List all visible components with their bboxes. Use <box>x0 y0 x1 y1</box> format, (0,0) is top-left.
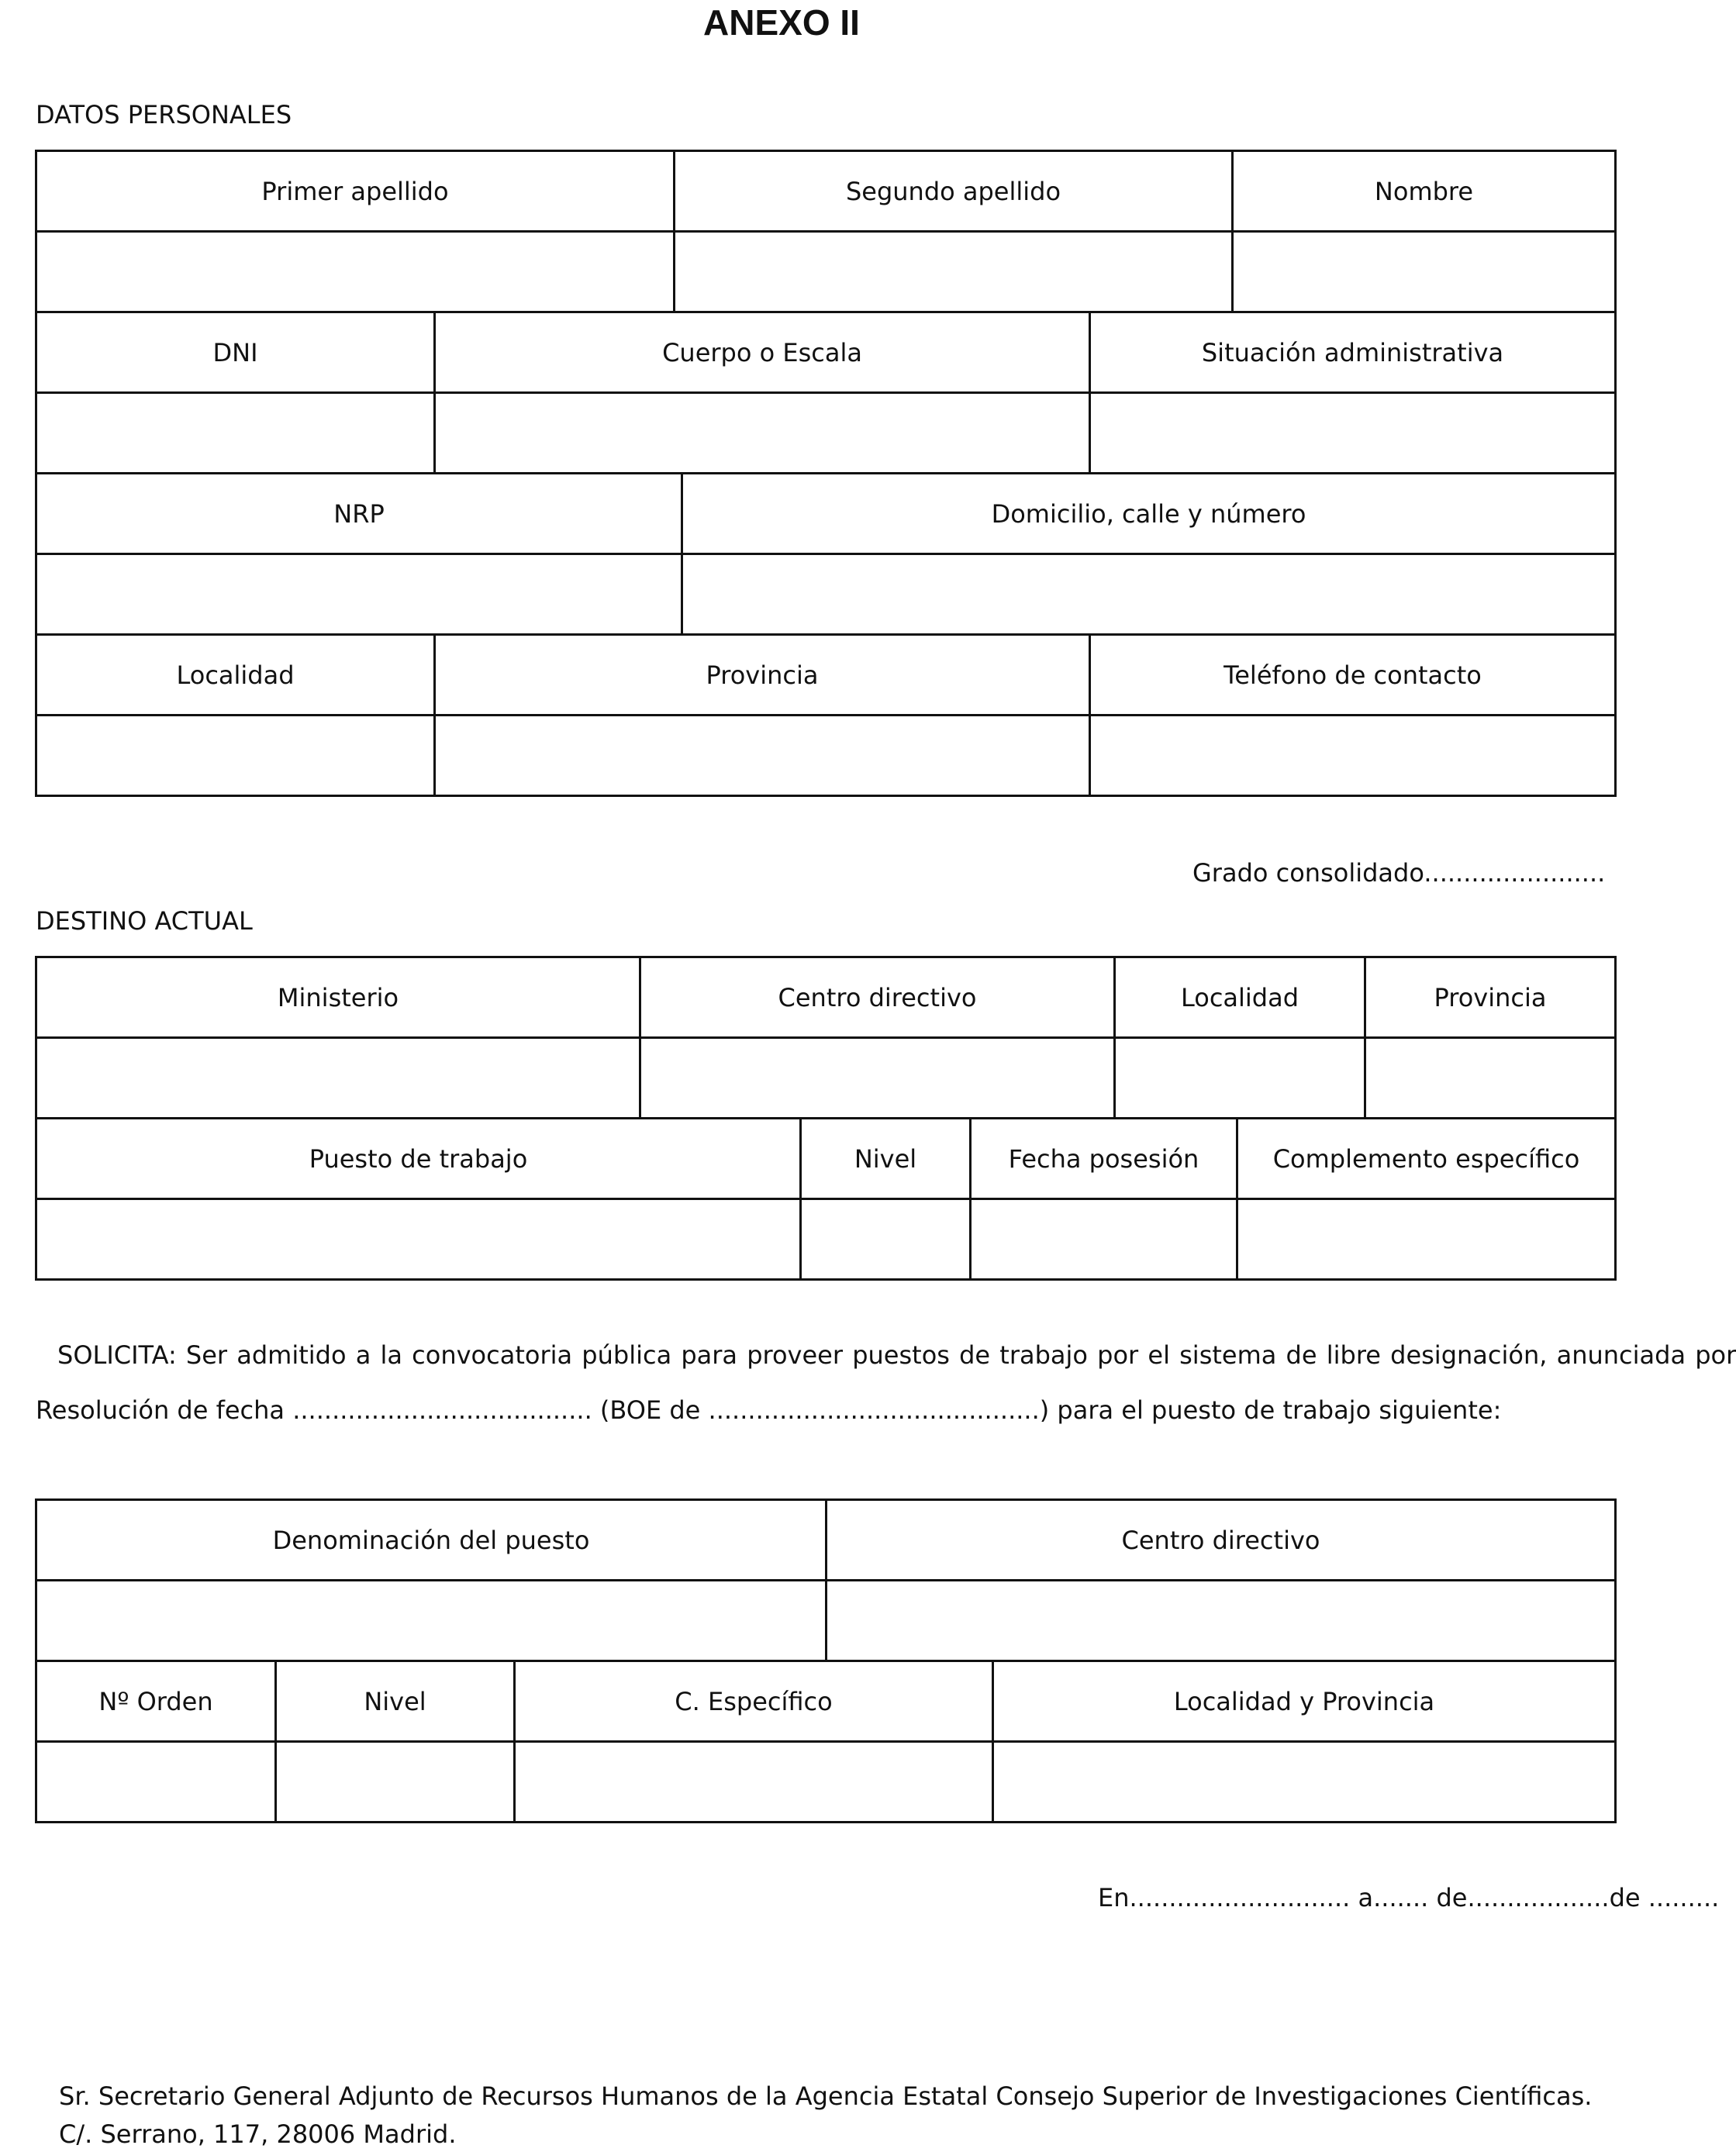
label-c-especifico: C. Específico <box>515 1661 993 1742</box>
page-title: ANEXO II <box>703 2 860 43</box>
field-complemento-especifico[interactable] <box>1237 1199 1616 1280</box>
field-denominacion-puesto[interactable] <box>36 1581 827 1661</box>
label-provincia-destino: Provincia <box>1365 957 1616 1038</box>
field-segundo-apellido[interactable] <box>675 232 1233 312</box>
grado-consolidado: Grado consolidado....................... <box>1192 858 1606 888</box>
field-localidad-provincia[interactable] <box>993 1742 1616 1823</box>
label-fecha-posesion: Fecha posesión <box>971 1119 1237 1199</box>
field-ministerio[interactable] <box>36 1038 640 1119</box>
field-localidad-destino[interactable] <box>1115 1038 1365 1119</box>
label-ministerio: Ministerio <box>36 957 640 1038</box>
label-puesto-trabajo: Puesto de trabajo <box>36 1119 801 1199</box>
label-nrp: NRP <box>36 474 682 554</box>
field-fecha-posesion[interactable] <box>971 1199 1237 1280</box>
label-cuerpo-escala: Cuerpo o Escala <box>435 312 1090 393</box>
label-localidad: Localidad <box>36 635 435 716</box>
datos-personales-table-a <box>35 150 1617 313</box>
label-denominacion-puesto: Denominación del puesto <box>36 1500 827 1581</box>
field-numero-orden[interactable] <box>36 1742 276 1823</box>
destino-actual-table-a <box>35 956 1617 1119</box>
destino-actual-table-b <box>35 1117 1617 1281</box>
label-complemento-especifico: Complemento específico <box>1237 1119 1616 1199</box>
label-domicilio: Domicilio, calle y número <box>682 474 1616 554</box>
field-c-especifico[interactable] <box>515 1742 993 1823</box>
label-dni: DNI <box>36 312 435 393</box>
label-provincia: Provincia <box>435 635 1090 716</box>
label-centro-directivo: Centro directivo <box>640 957 1115 1038</box>
datos-personales-table-d <box>35 633 1617 797</box>
label-nivel: Nivel <box>801 1119 971 1199</box>
field-localidad[interactable] <box>36 716 435 796</box>
section-heading-datos-personales: DATOS PERSONALES <box>36 100 292 129</box>
section-heading-destino-actual: DESTINO ACTUAL <box>36 906 253 936</box>
datos-personales-table-c <box>35 472 1617 636</box>
label-segundo-apellido: Segundo apellido <box>675 151 1233 232</box>
field-nrp[interactable] <box>36 554 682 635</box>
field-domicilio[interactable] <box>682 554 1616 635</box>
destinatario-line-1: Sr. Secretario General Adjunto de Recursos Humanos de la Agencia Estatal Consejo Superior de Investigaciones Científicas. <box>59 2081 1593 2111</box>
fecha-lugar: En............................ a....... de..................de ......... <box>1098 1883 1720 1912</box>
label-localidad-destino: Localidad <box>1115 957 1365 1038</box>
field-provincia-destino[interactable] <box>1365 1038 1616 1119</box>
solicita-line-1: SOLICITA: Ser admitido a la convocatoria pública para proveer puestos de trabajo por el sistema de libre designación, anunciada por <box>57 1340 1736 1370</box>
label-nivel-solicitado: Nivel <box>276 1661 515 1742</box>
label-primer-apellido: Primer apellido <box>36 151 675 232</box>
field-puesto-trabajo[interactable] <box>36 1199 801 1280</box>
label-numero-orden: Nº Orden <box>36 1661 276 1742</box>
field-cuerpo-escala[interactable] <box>435 393 1090 474</box>
label-telefono: Teléfono de contacto <box>1090 635 1616 716</box>
destinatario-line-2: C/. Serrano, 117, 28006 Madrid. <box>59 2119 457 2149</box>
field-nivel[interactable] <box>801 1199 971 1280</box>
field-dni[interactable] <box>36 393 435 474</box>
label-localidad-provincia: Localidad y Provincia <box>993 1661 1616 1742</box>
field-nombre[interactable] <box>1233 232 1616 312</box>
field-primer-apellido[interactable] <box>36 232 675 312</box>
datos-personales-table-b <box>35 311 1617 474</box>
label-situacion-administrativa: Situación administrativa <box>1090 312 1616 393</box>
puesto-solicitado-table-a <box>35 1498 1617 1662</box>
field-centro-directivo-solicitado[interactable] <box>827 1581 1616 1661</box>
field-telefono[interactable] <box>1090 716 1616 796</box>
label-nombre: Nombre <box>1233 151 1616 232</box>
label-centro-directivo-solicitado: Centro directivo <box>827 1500 1616 1581</box>
solicita-line-2: Resolución de fecha ...................................... (BOE de ..........................................) para el puesto de trabajo siguiente: <box>36 1395 1502 1425</box>
field-centro-directivo[interactable] <box>640 1038 1115 1119</box>
puesto-solicitado-table-b <box>35 1660 1617 1823</box>
field-situacion-administrativa[interactable] <box>1090 393 1616 474</box>
field-nivel-solicitado[interactable] <box>276 1742 515 1823</box>
field-provincia[interactable] <box>435 716 1090 796</box>
